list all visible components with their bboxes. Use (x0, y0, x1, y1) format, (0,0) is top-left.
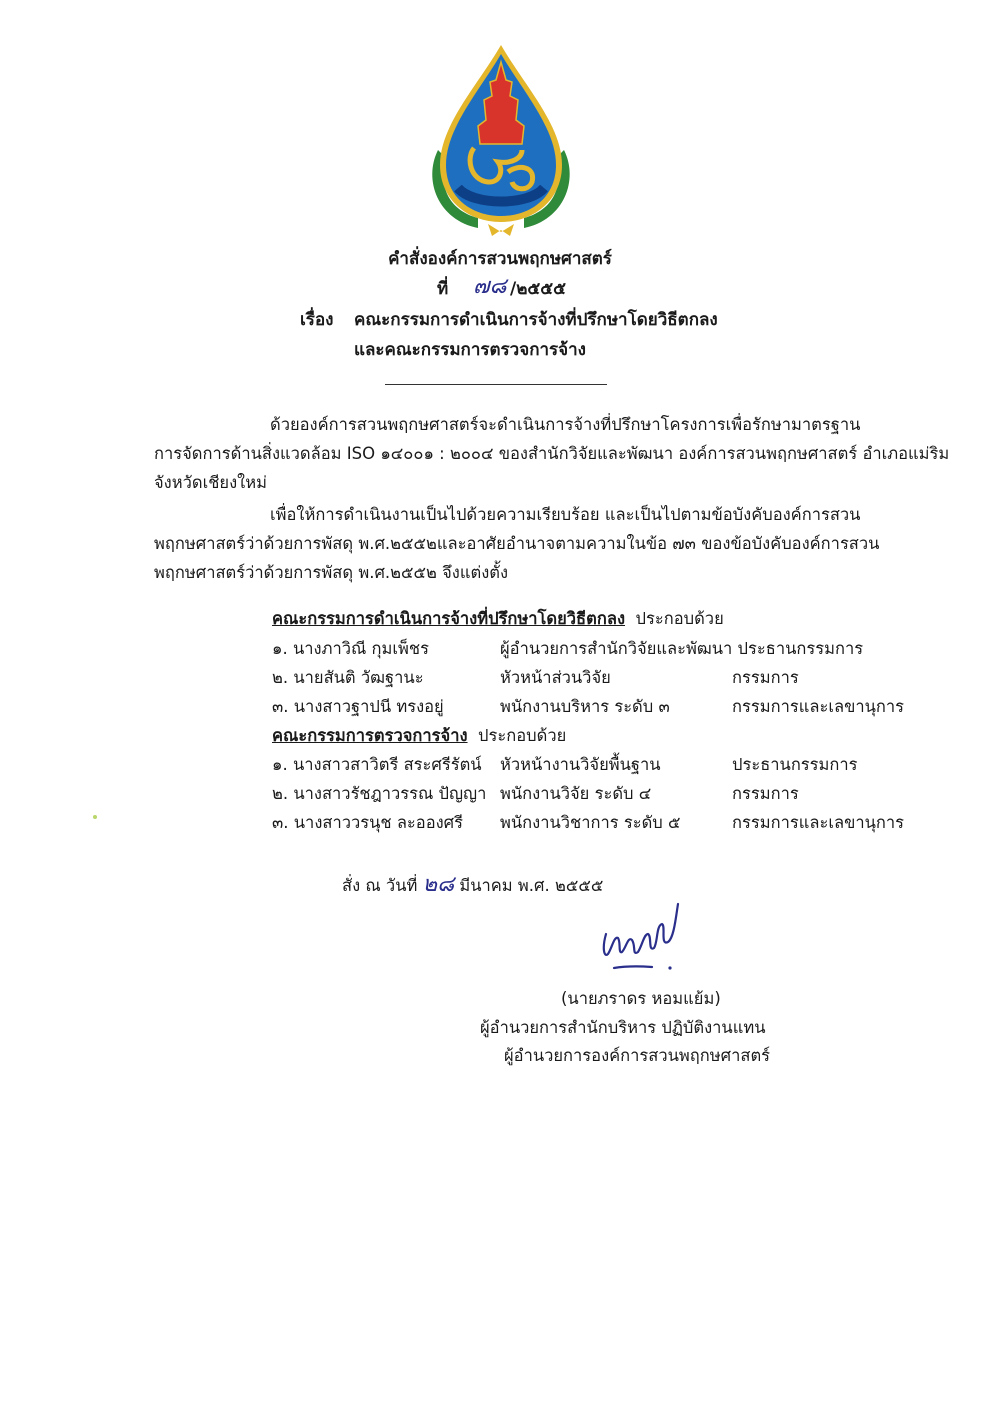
order-title: คำสั่งองค์การสวนพฤกษศาสตร์ (388, 249, 612, 269)
paragraph-2 (154, 500, 879, 587)
member-position: พนักงานวิจัย ระดับ ๔ (500, 784, 652, 803)
paragraph-2-line: พฤกษศาสตร์ว่าด้วยการพัสดุ พ.ศ.๒๕๕๒และอาศัยอำนาจตามความในข้อ ๗๓ ของข้อบังคับองค์การสวน (154, 534, 880, 553)
paragraph-1-line: จังหวัดเชียงใหม่ (154, 473, 267, 492)
member-role: กรรมการ (732, 668, 799, 687)
handwritten-signature (592, 896, 692, 976)
paragraph-1-line: การจัดการด้านสิ่งแวดล้อม ISO ๑๔๐๐๑ : ๒๐๐๔ ของสำนักวิจัยและพัฒนา องค์การสวนพฤกษศาสตร์ อำเภอแม่ริม (154, 444, 950, 463)
paragraph-1-line: ด้วยองค์การสวนพฤกษศาสตร์จะดำเนินการจ้างที่ปรึกษาโครงการเพื่อรักษามาตรฐาน (270, 415, 861, 434)
committee-title: คณะกรรมการตรวจการจ้าง (272, 726, 468, 745)
member-position: ผู้อำนวยการสำนักวิจัยและพัฒนา ประธานกรรมการ (500, 639, 864, 658)
scan-speck (93, 815, 97, 819)
issue-date (342, 866, 603, 901)
member-role: กรรมการ (732, 784, 799, 803)
order-number-handwritten: ๗๘ (473, 274, 507, 299)
signatory-title-2: ผู้อำนวยการองค์การสวนพฤกษศาสตร์ (504, 1046, 771, 1065)
member-position: พนักงานวิชาการ ระดับ ๕ (500, 813, 681, 832)
member-position: พนักงานบริหาร ระดับ ๓ (500, 697, 670, 716)
member-name: ๓. นางสาววรนุช ละอองศรี (272, 813, 464, 832)
subject-line-2: และคณะกรรมการตรวจการจ้าง (354, 340, 586, 360)
member-position: หัวหน้าส่วนวิจัย (500, 668, 611, 687)
member-role: กรรมการและเลขานุการ (732, 697, 905, 716)
paragraph-1 (154, 410, 949, 497)
member-name: ๑. นางภาวิณี กุมเพ็ชร (272, 639, 429, 658)
committee-suffix: ประกอบด้วย (478, 726, 567, 745)
committee-title: คณะกรรมการดำเนินการจ้างที่ปรึกษาโดยวิธีตกลง (272, 609, 626, 628)
organization-logo (418, 40, 584, 240)
paragraph-2-line: พฤกษศาสตร์ว่าด้วยการพัสดุ พ.ศ.๒๕๕๒ จึงแต่งตั้ง (154, 563, 509, 582)
member-role: กรรมการและเลขานุการ (732, 813, 905, 832)
member-role: ประธานกรรมการ (732, 755, 858, 774)
signatory-title-1: ผู้อำนวยการสำนักบริหาร ปฏิบัติงานแทน (480, 1018, 766, 1037)
date-day-handwritten: ๒๘ (422, 872, 455, 897)
member-name: ๒. นายสันติ วัฒฐานะ (272, 668, 424, 687)
paragraph-2-line: เพื่อให้การดำเนินงานเป็นไปด้วยความเรียบร้อย และเป็นไปตามข้อบังคับองค์การสวน (270, 505, 861, 524)
committee-heading (272, 723, 566, 749)
signatory-name: (นายภราดร หอมแย้ม) (561, 989, 721, 1008)
committee-suffix: ประกอบด้วย (635, 609, 724, 628)
date-rest: มีนาคม พ.ศ. ๒๕๕๕ (459, 876, 604, 895)
subject-line-1: คณะกรรมการดำเนินการจ้างที่ปรึกษาโดยวิธีตกลง (354, 310, 718, 330)
committee-heading (272, 606, 724, 632)
member-position: หัวหน้างานวิจัยพื้นฐาน (500, 755, 661, 774)
date-prefix: สั่ง ณ วันที่ (342, 876, 418, 895)
order-number-label: ที่ (437, 279, 449, 299)
heading-divider (385, 384, 607, 385)
member-name: ๑. นางสาวสาวิตรี สระศรีรัตน์ (272, 755, 482, 774)
order-number-year: /๒๕๕๕ (510, 279, 567, 299)
member-name: ๒. นางสาวรัชฎาวรรณ ปัญญา (272, 784, 487, 803)
subject-label: เรื่อง (300, 310, 334, 330)
member-name: ๓. นางสาวฐาปนี ทรงอยู่ (272, 697, 444, 716)
